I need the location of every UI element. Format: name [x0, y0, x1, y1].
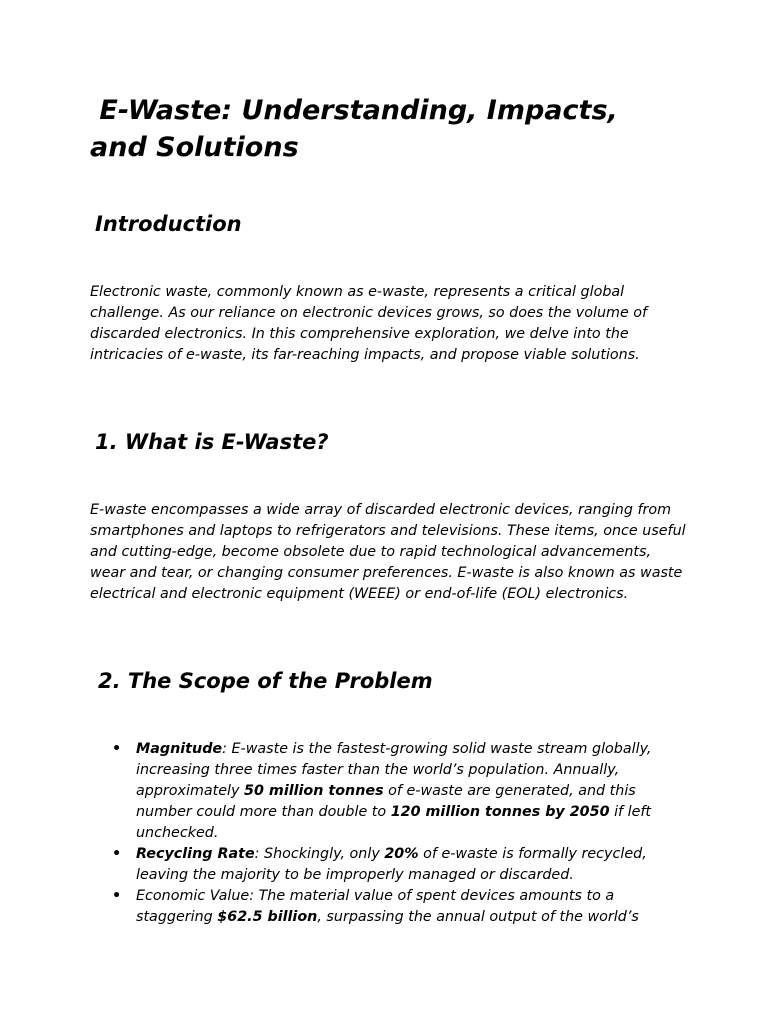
bullet-text: : Shockingly, only [254, 846, 385, 862]
bullet-text: if left unchecked. [136, 804, 652, 841]
intro-paragraph: Electronic waste, commonly known as e-waste, represents a critical global challenge. As our reliance on electronic devices grows, so does the volume of discarded electronics. In this comprehensive exploration, we delve into the intricacies of e-waste, its far-reaching impacts, and propose viable solutions. [90, 284, 648, 363]
bullet-emphasis: $62.5 billion [217, 909, 318, 925]
bullet-emphasis: 120 million tonnes by 2050 [390, 804, 610, 820]
scope-bullet-list [90, 739, 690, 928]
list-item-magnitude [90, 739, 690, 844]
bullet-icon: • [112, 741, 122, 757]
title-line-2: and Solutions [90, 132, 299, 163]
bullet-text: : E-waste is the fastest-growing solid waste stream globally, increasing three times faster than the world’s population. Annually, approximately [136, 741, 652, 799]
bullet-text: of e-waste is formally recycled, leaving the majority to be improperly managed or discarded. [136, 846, 647, 883]
bullet-text: , surpassing the annual output of the world’s [317, 909, 639, 925]
document-title [90, 92, 690, 166]
bullet-emphasis: 20% [384, 846, 419, 862]
bullet-label: Magnitude [136, 741, 223, 757]
bullet-icon: • [112, 846, 122, 862]
list-item-recycling-rate [90, 844, 690, 886]
bullet-label: Recycling Rate [136, 846, 255, 862]
list-item-economic-value [90, 886, 690, 928]
bullet-icon: • [112, 888, 122, 904]
section-1-paragraph: E-waste encompasses a wide array of discarded electronic devices, ranging from smartphones and laptops to refrigerators and televisions. These items, once useful and cutting-edge, become obsolete due to rapid technological advancements, wear and tear, or changing consumer preferences. E-waste is also known as waste electrical and electronic equipment (WEEE) or end-of-life (EOL) electronics. [90, 502, 686, 602]
bullet-emphasis: 50 million tonnes [244, 783, 384, 799]
intro-heading: Introduction [95, 212, 242, 236]
section-1-heading: 1. What is E-Waste? [95, 430, 329, 454]
section-2-heading: 2. The Scope of the Problem [98, 669, 433, 693]
title-line-1: E-Waste: Understanding, Impacts, [90, 95, 618, 126]
bullet-text: of e-waste are generated, and this number could more than double to [136, 783, 636, 820]
bullet-text: Economic Value: The material value of spent devices amounts to a staggering [136, 888, 615, 925]
